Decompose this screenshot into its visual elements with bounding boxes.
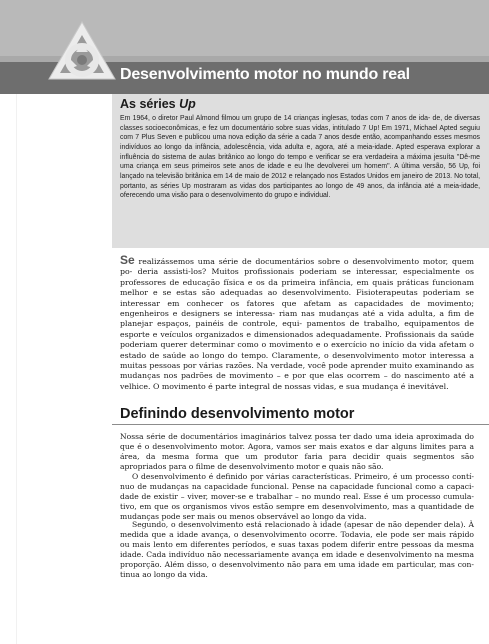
lead-first-word: Se bbox=[120, 253, 135, 267]
box-text: Em 1964, o diretor Paul Almond filmou um grupo de 14 crianças inglesas, todas com 7 anos de ida- de, de diversas classes socioeconômicas, e fez um documentário sobre suas vidas, intitulado 7 Up! Em 1971, Michael Apted seguiu com 7 Plus Seven e publicou uma nova edição da série a cada 7 anos desde então, acompanhando esses mesmos indivíduos ao longo da infância, adolescência, vida adulta e, agora, até a meia-idade. Apted esperava explorar a influência do sistema de aulas britânico ao longo do tempo e verificar se era verdadeira a máxima jesuíta "Dê-me uma criança em seus primeiros sete anos de idade e eu lhe devolverei um homem". A última versão, 56 Up, foi lançado na televisão britânica em 14 de maio de 2012 e relançado nos Estados Unidos em janeiro de 2013. No total, portanto, as séries Up mostraram as vidas dos participantes ao longo de 49 anos, da infância até a meia-idade, oferecendo uma visão para o desenvolvimento do grupo e individual. bbox=[120, 115, 481, 200]
section-heading: Definindo desenvolvimento motor bbox=[120, 406, 355, 422]
body-paragraph-2: O desenvolvimento é definido por várias características. Primeiro, é um processo contí- nuo de mudanças na capacidade funcional. Pense na capacidade funcional como a capaci- dade de existir – viver, mover-se e trabalhar – no mundo real. Esse é um processo cumula- tivo, em que os organismos vivos estão sempre em desenvolvimento, mas a quantidade de mudanças pode ser mais ou menos observável ao longo da vida. bbox=[120, 472, 474, 522]
body-paragraph-1: Nossa série de documentários imaginários talvez possa ter dado uma ideia aproximada do que é o desenvolvimento motor. Agora, vamos ser mais exatos e dar alguns limites para a área, da mesma forma que um produtor faria para decidir quais segmentos são apropriados para o filme de desenvolvimento motor e quais não são. bbox=[120, 432, 474, 472]
box-title: As séries Up bbox=[120, 97, 196, 111]
body-paragraph-3: Segundo, o desenvolvimento está relacionado à idade (apesar de não depender dela). À medida que a idade avança, o desenvolvimento ocorre. Todavia, ele pode ser mais rápido ou mais lento em diferentes períodos, e suas taxas podem diferir entre pessoas da mesma idade. Cada indivíduo não necessariamente avança em idade e desenvolvimento na mesma proporção. Além disso, o desenvolvimento não para em uma idade em particular, mas con- tinua ao longo da vida. bbox=[120, 520, 474, 580]
lead-paragraph: Se realizássemos uma série de documentários sobre o desenvolvimento motor, quem po- deria assisti-los? Muitos profissionais poderiam se interessar, especialmente os professores de educação física e os da primeira infância, em quais práticas funcionam melhor e se estas são adequadas ao desenvolvimento. Fisioterapeutas poderiam se interessar em conhecer os fatores que afetam as capacidades de movimento; engenheiros e designers se interessa- riam nas mudanças até a vida adulta, a fim de planejar espaços, painéis de controle, equi- pamentos de trabalho, equipamentos de esporte e veículos organizados e dimensionados adequadamente. Profissionais da saúde poderiam querer determinar como o movimento e o exercício no início da vida afetam o estado de saúde ao longo do tempo. Claramente, o desenvolvimento motor interessa a muitas pessoas por várias razões. Na verdade, você pode aprender muito examinando as mudanças nos padrões de movimento – e por que elas ocorrem – do nascimento até a velhice. O movimento é parte integral de nossas vidas, e sua mudança é inevitável. bbox=[120, 253, 475, 391]
chapter-title: Desenvolvimento motor no mundo real bbox=[120, 66, 410, 83]
chapter-logo-icon bbox=[44, 18, 120, 94]
page-edge bbox=[16, 0, 17, 644]
section-rule bbox=[112, 424, 489, 425]
